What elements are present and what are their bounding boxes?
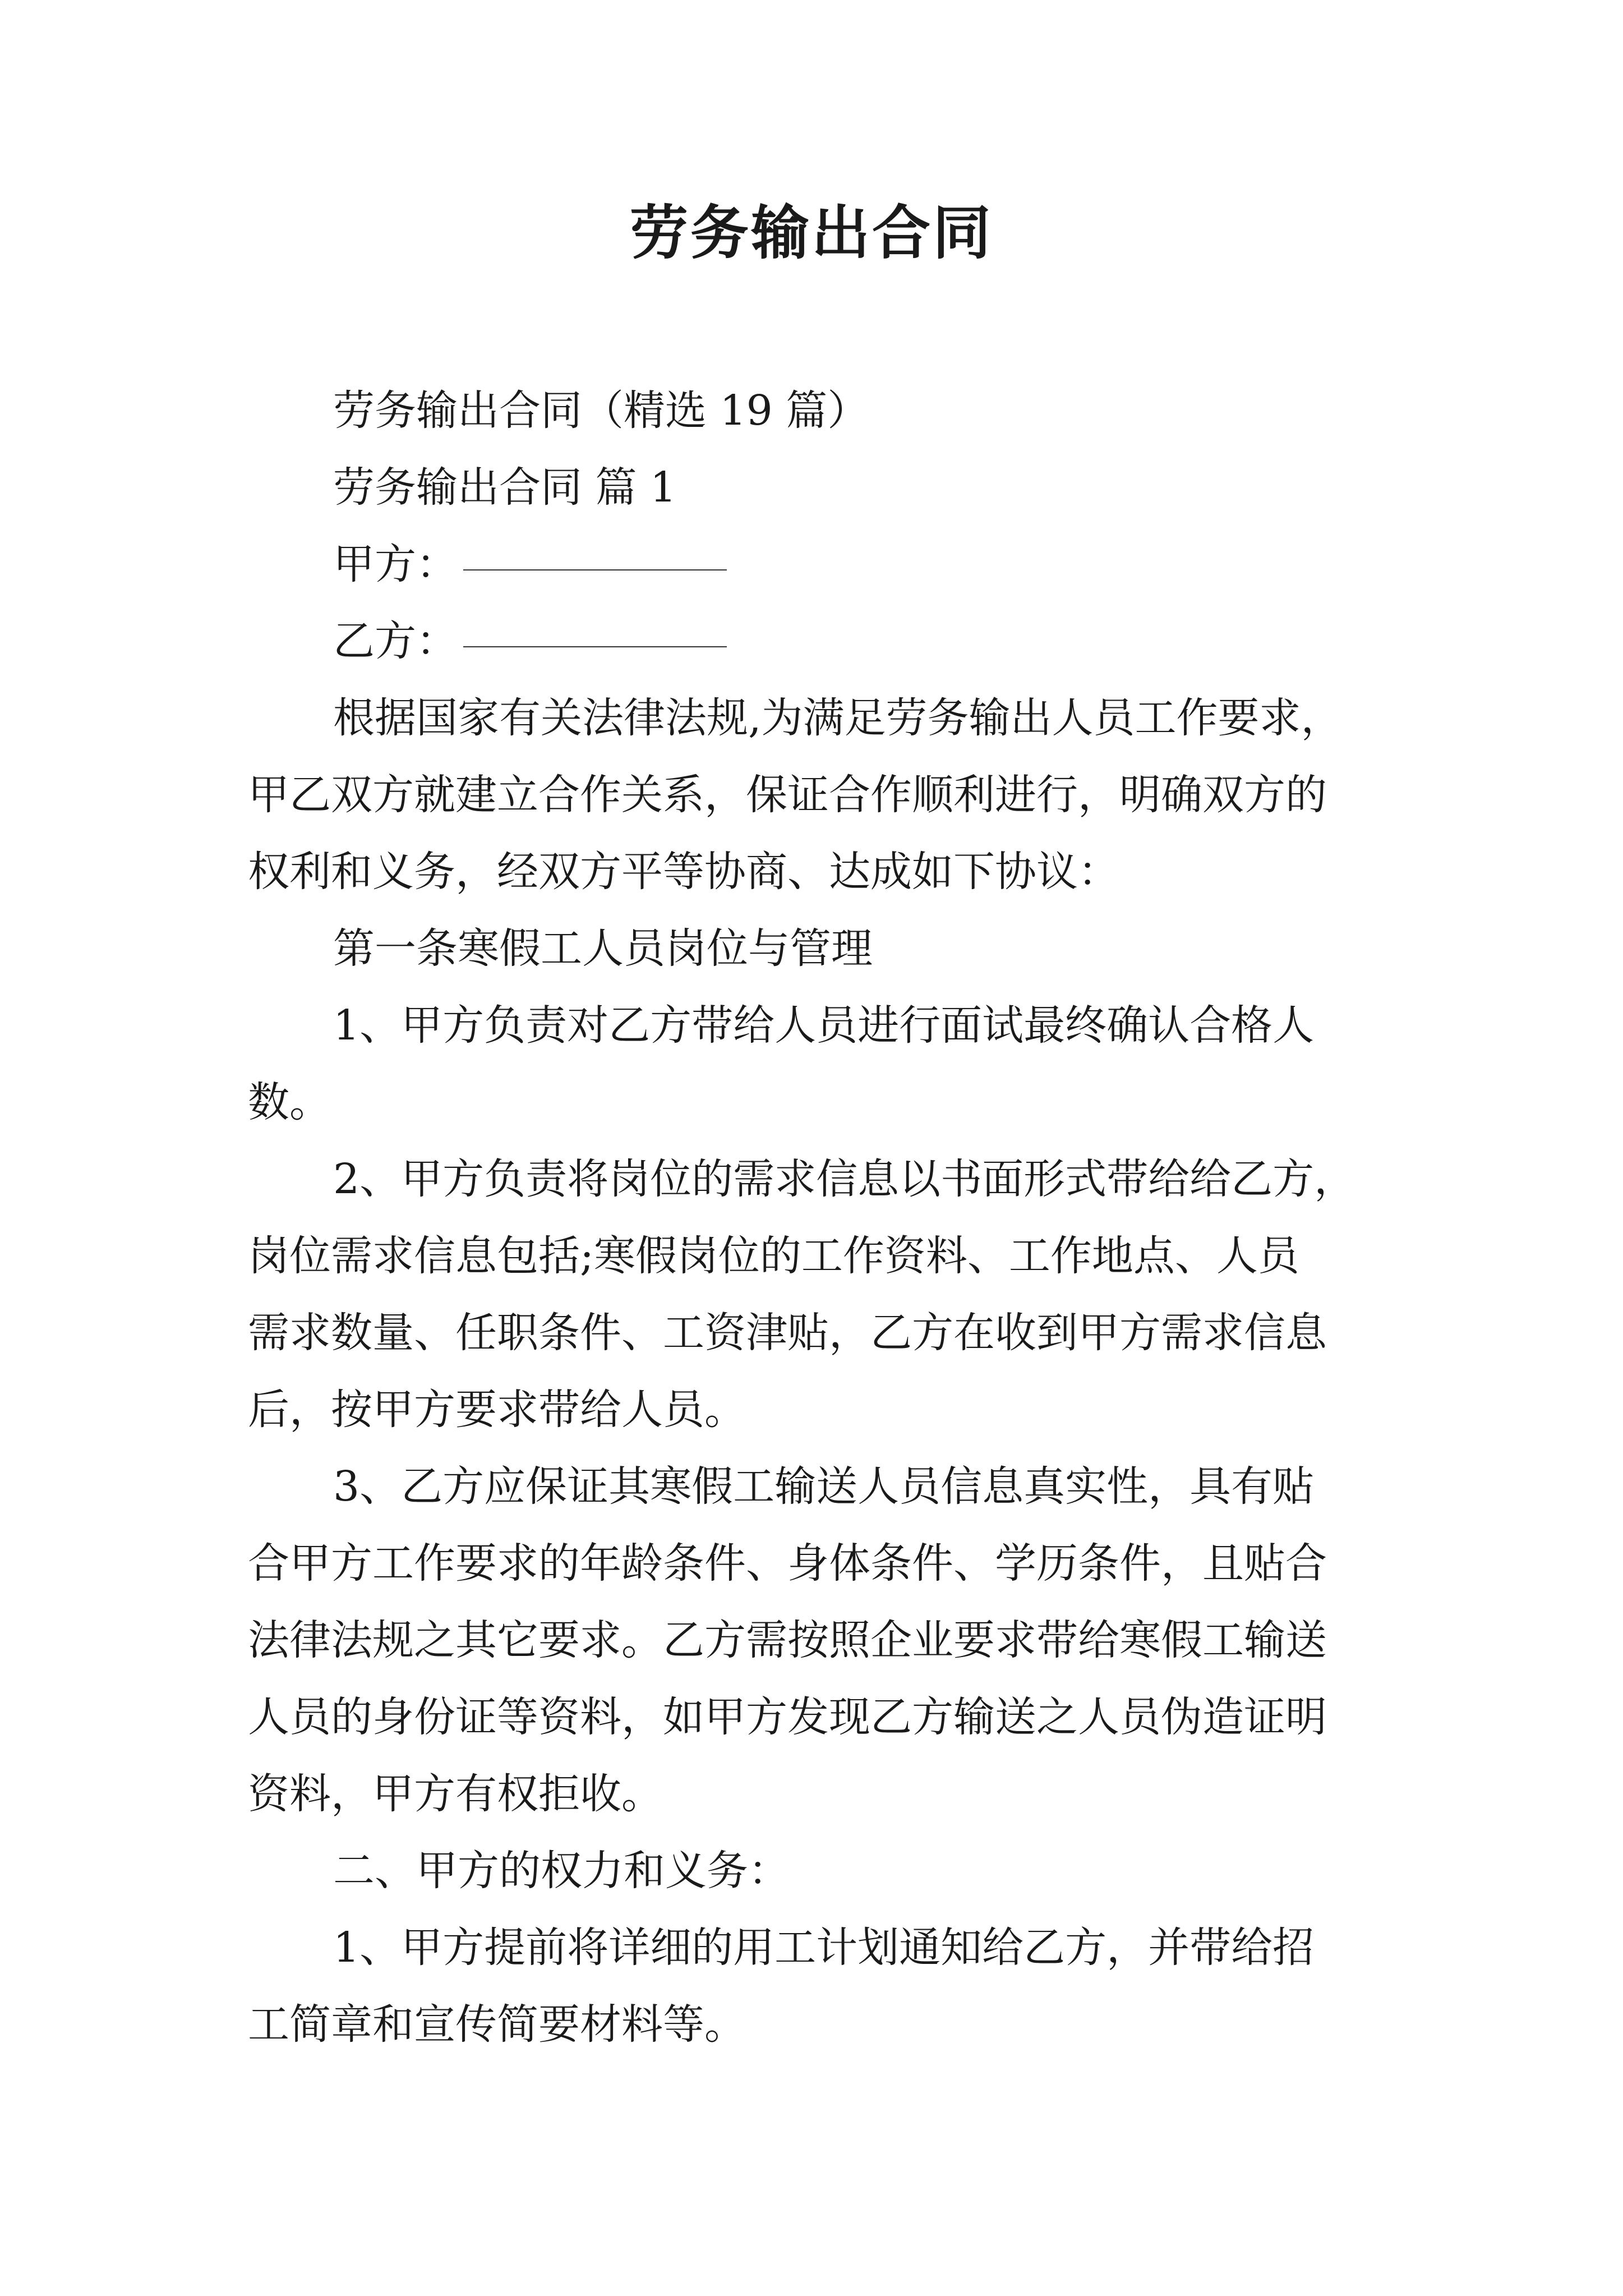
paragraph-line: 权利和义务，经双方平等协商、达成如下协议：: [248, 848, 1119, 896]
article-heading: 二、甲方的权力和义务：: [333, 1847, 790, 1895]
paragraph-line: 1、甲方提前将详细的用工计划通知给乙方，并带给招: [333, 1924, 1315, 1972]
paragraph-line: 后，按甲方要求带给人员。: [248, 1386, 746, 1434]
subtitle-line: 劳务输出合同（精选 19 篇）: [333, 386, 869, 435]
paragraph-line: 2、甲方负责将岗位的需求信息以书面形式带给给乙方，: [333, 1155, 1356, 1203]
paragraph-line: 根据国家有关法律法规,为满足劳务输出人员工作要求，: [333, 694, 1343, 742]
party-b-blank: [463, 645, 727, 647]
party-b-line: [248, 603, 1381, 680]
paragraph-line: 1、甲方负责对乙方带给人员进行面试最终确认合格人: [333, 1001, 1315, 1050]
paragraph-line: 人员的身份证等资料，如甲方发现乙方输送之人员伪造证明: [248, 1693, 1327, 1741]
paragraph-line: 合甲方工作要求的年龄条件、身体条件、学历条件，且贴合: [248, 1539, 1327, 1588]
paragraph-line: 甲乙双方就建立合作关系，保证合作顺利进行，明确双方的: [248, 771, 1327, 819]
paragraph-line: 需求数量、任职条件、工资津贴，乙方在收到甲方需求信息: [248, 1309, 1327, 1357]
party-b-label: 乙方：: [333, 617, 458, 665]
document-body: [248, 372, 1381, 2063]
paragraph-line: 岗位需求信息包括;寒假岗位的工作资料、工作地点、人员: [248, 1232, 1299, 1280]
article-heading: 第一条寒假工人员岗位与管理: [333, 924, 873, 973]
paragraph-line: 数。: [248, 1078, 331, 1126]
section-heading: 劳务输出合同 篇 1: [333, 463, 677, 512]
party-a-line: [248, 526, 1381, 603]
party-a-label: 甲方：: [333, 540, 458, 588]
paragraph-line: 资料，甲方有权拒收。: [248, 1770, 663, 1818]
document-title: 劳务输出合同: [629, 199, 993, 267]
paragraph-line: 工简章和宣传简要材料等。: [248, 2000, 746, 2049]
party-a-blank: [463, 568, 727, 570]
paragraph-line: 法律法规之其它要求。乙方需按照企业要求带给寒假工输送: [248, 1616, 1327, 1664]
paragraph-line: 3、乙方应保证其寒假工输送人员信息真实性，具有贴: [333, 1462, 1315, 1511]
